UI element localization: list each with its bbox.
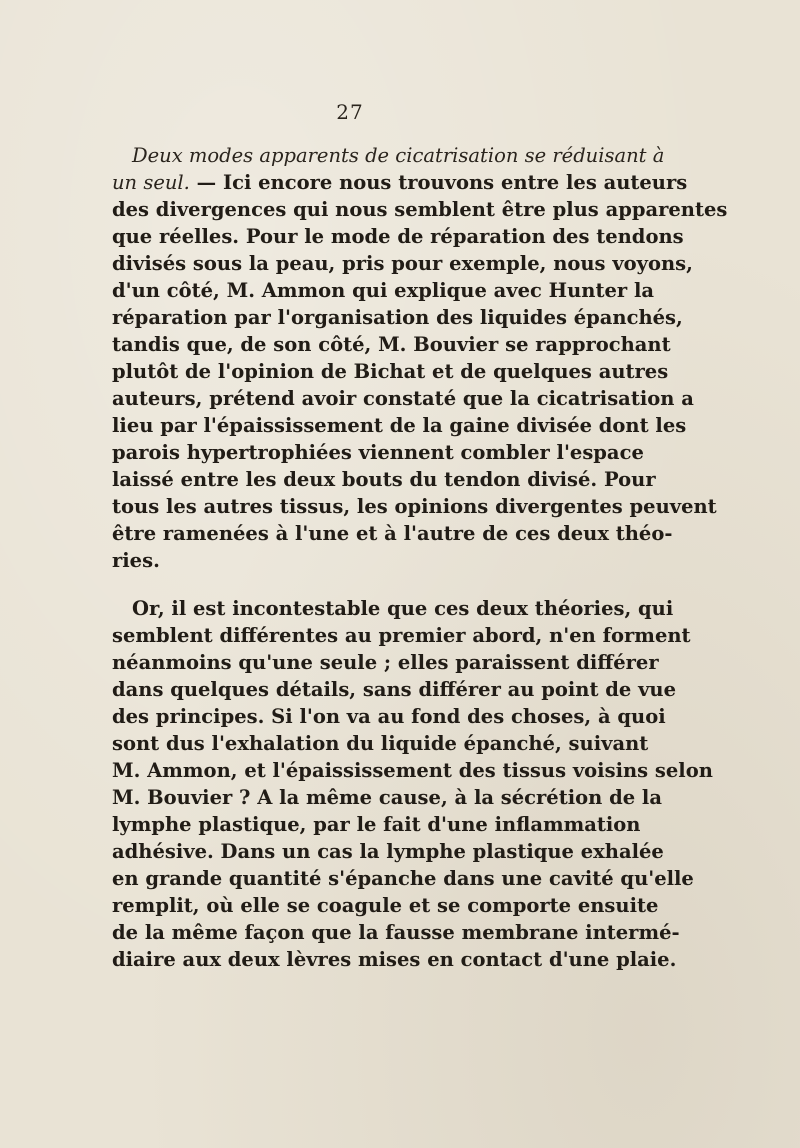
paragraph-1-line-13: laissé entre les deux bouts du tendon divisé. Pour	[112, 468, 656, 491]
paragraph-2-line-9: lymphe plastique, par le fait d'une inflammation	[112, 813, 641, 836]
paragraph-2-line-11: en grande quantité s'épanche dans une cavité qu'elle	[112, 867, 694, 890]
paragraph-1-line-6: d'un côté, M. Ammon qui explique avec Hunter la	[112, 279, 654, 302]
body-text	[112, 142, 728, 973]
paragraph-1-line-16: ries.	[112, 549, 160, 572]
paragraph-2-line-12: remplit, où elle se coagule et se comporte ensuite	[112, 894, 659, 917]
paragraph-1-line-2-text: — Ici encore nous trouvons entre les auteurs	[196, 171, 688, 194]
paragraph-2-line-4: dans quelques détails, sans différer au point de vue	[112, 678, 677, 701]
paragraph-1-line-2	[112, 169, 688, 196]
paragraph-2-line-8: M. Bouvier ? A la même cause, à la sécrétion de la	[112, 786, 662, 809]
paragraph-1-line-3: des divergences qui nous semblent être plus apparentes	[112, 198, 728, 221]
section-heading-italic-end: un seul.	[112, 171, 190, 194]
paragraph-2-line-6: sont dus l'exhalation du liquide épanché, suivant	[112, 732, 649, 755]
paragraph-1-line-12: parois hypertrophiées viennent combler l'espace	[112, 441, 644, 464]
paragraph-1	[112, 142, 728, 574]
section-heading-italic: Deux modes apparents de cicatrisation se réduisant à	[132, 144, 665, 167]
paragraph-1-line-4: que réelles. Pour le mode de réparation des tendons	[112, 225, 684, 248]
paragraph-1-line-7: réparation par l'organisation des liquides épanchés,	[112, 306, 683, 329]
page-number: 27	[336, 100, 364, 124]
paragraph-1-line-9: plutôt de l'opinion de Bichat et de quelques autres	[112, 360, 669, 383]
paragraph-2	[112, 595, 713, 973]
paragraph-2-line-3: néanmoins qu'une seule ; elles paraissent différer	[112, 651, 659, 674]
paragraph-1-line-1	[112, 142, 665, 169]
paragraph-1-line-15: être ramenées à l'une et à l'autre de ces deux théo-	[112, 522, 673, 545]
paragraph-2-line-13: de la même façon que la fausse membrane intermé-	[112, 921, 680, 944]
paragraph-2-line-10: adhésive. Dans un cas la lymphe plastique exhalée	[112, 840, 664, 863]
paragraph-2-line-7: M. Ammon, et l'épaississement des tissus voisins selon	[112, 759, 713, 782]
paragraph-1-line-14: tous les autres tissus, les opinions divergentes peuvent	[112, 495, 717, 518]
paragraph-2-line-14: diaire aux deux lèvres mises en contact d'une plaie.	[112, 948, 677, 971]
paragraph-2-line-2: semblent différentes au premier abord, n'en forment	[112, 624, 691, 647]
paragraph-1-line-5: divisés sous la peau, pris pour exemple, nous voyons,	[112, 252, 693, 275]
paragraph-2-line-5: des principes. Si l'on va au fond des choses, à quoi	[112, 705, 666, 728]
paragraph-2-line-1: Or, il est incontestable que ces deux théories, qui	[132, 597, 674, 620]
paragraph-1-line-11: lieu par l'épaississement de la gaine divisée dont les	[112, 414, 687, 437]
paragraph-1-line-8: tandis que, de son côté, M. Bouvier se rapprochant	[112, 333, 671, 356]
paragraph-1-line-10: auteurs, prétend avoir constaté que la cicatrisation a	[112, 387, 694, 410]
